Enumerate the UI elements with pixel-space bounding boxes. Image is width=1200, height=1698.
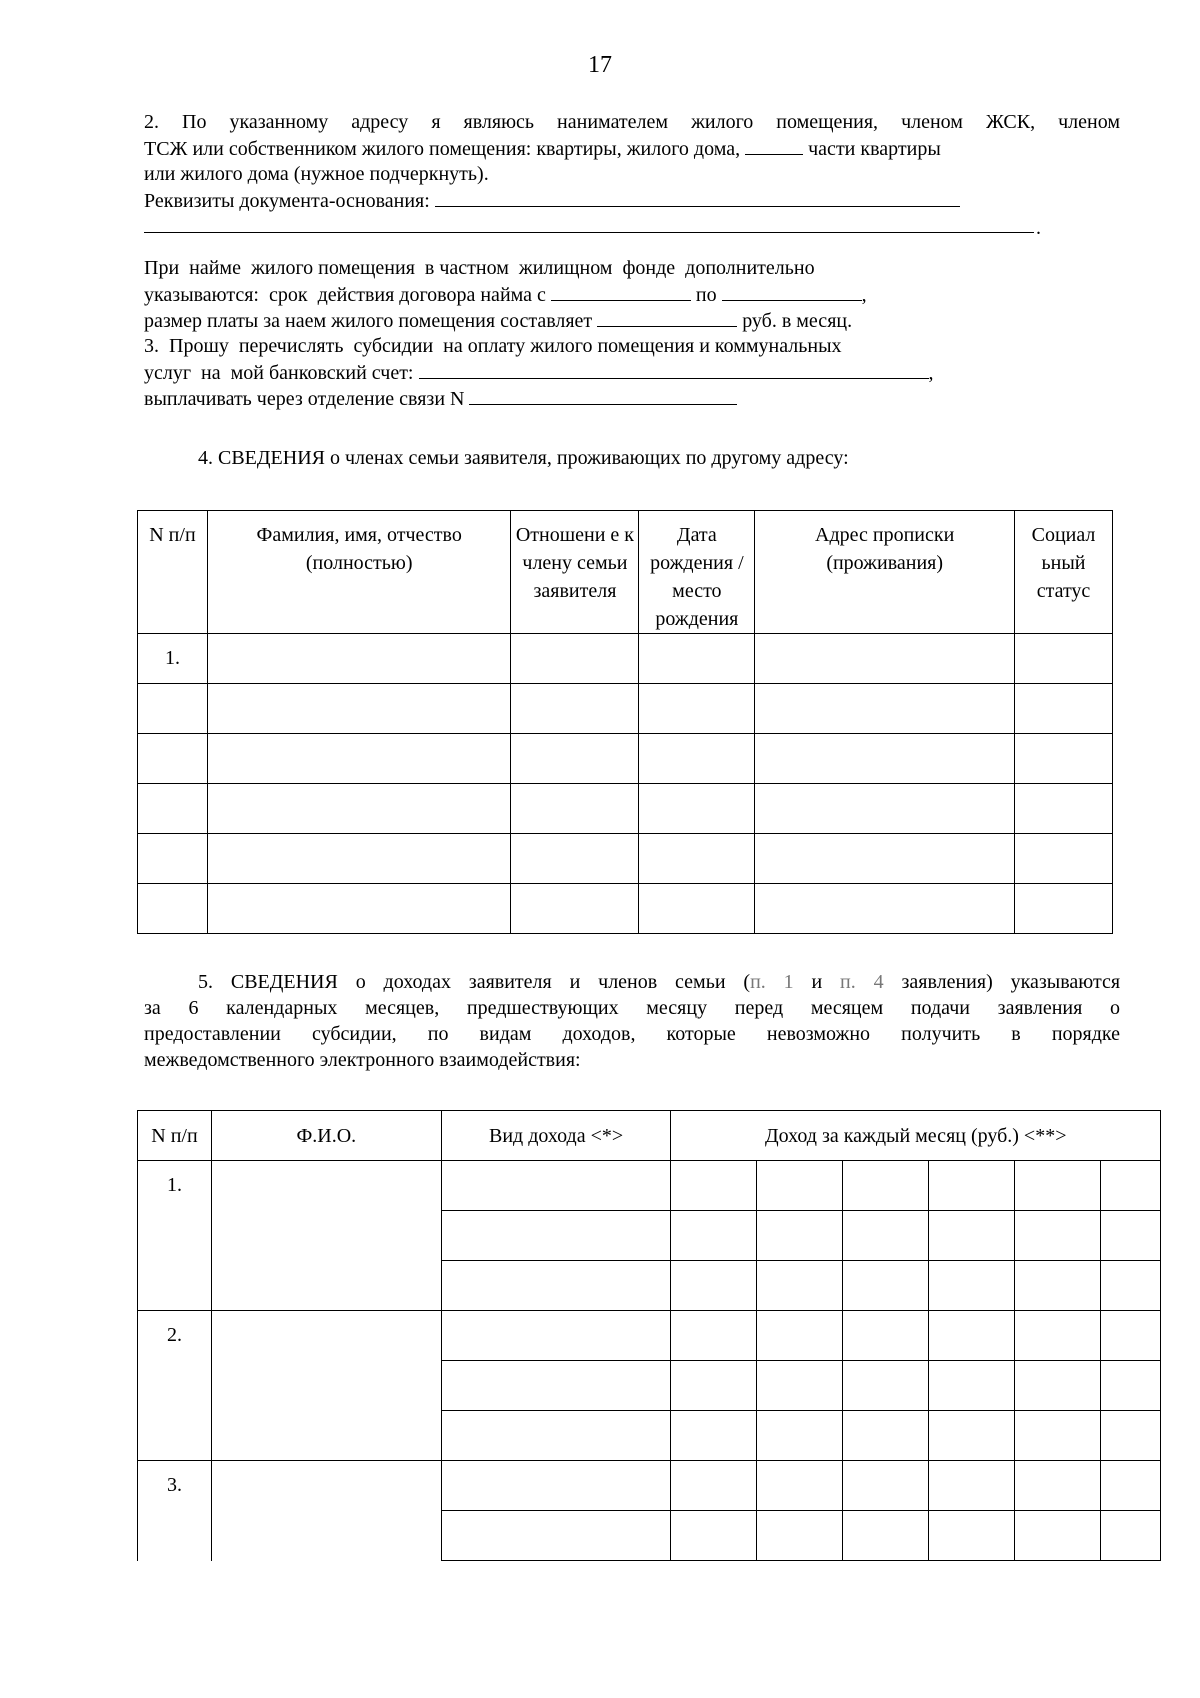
requisites-label: Реквизиты документа-основания:: [144, 190, 430, 212]
address-cell[interactable]: [755, 884, 1015, 934]
birth-cell[interactable]: [639, 684, 755, 734]
income-type-cell[interactable]: [441, 1361, 671, 1411]
section4-rest: о членах семьи заявителя, проживающих по другому адресу:: [324, 447, 849, 469]
contract-to-label: по: [695, 284, 717, 306]
income-type-cell[interactable]: [441, 1211, 671, 1261]
income-type-cell[interactable]: [441, 1161, 671, 1211]
bank-account-comma: ,: [928, 362, 934, 384]
month-cell[interactable]: [671, 1311, 757, 1361]
status-cell[interactable]: [1015, 884, 1113, 934]
section2-line2-text-end: части квартиры: [808, 138, 941, 160]
section2-line2: [144, 134, 941, 163]
row-number: [138, 684, 208, 734]
table-row: [138, 684, 1113, 734]
row-number: [138, 884, 208, 934]
month-cell[interactable]: [929, 1361, 1015, 1411]
bank-account-blank[interactable]: [419, 358, 929, 379]
section3-line1: 3. Прошу перечислять субсидии на оплату жилого помещения и коммунальных: [144, 335, 842, 357]
section5-line3: предоставлении субсидии, по видам доходов, которые невозможно получить в порядке: [144, 1023, 1120, 1045]
month-cell[interactable]: [671, 1161, 757, 1211]
month-cell[interactable]: [757, 1261, 843, 1311]
family-table-header: [138, 511, 1113, 634]
section5-line2: за 6 календарных месяцев, предшествующих месяцу перед месяцем подачи заявления о: [144, 997, 1120, 1019]
table-row: [138, 1311, 1161, 1361]
column-header: N п/п: [138, 1111, 212, 1161]
month-cell[interactable]: [1101, 1311, 1161, 1361]
month-cell[interactable]: [1101, 1411, 1161, 1461]
address-cell[interactable]: [755, 784, 1015, 834]
private-fund-line1: При найме жилого помещения в частном жилищном фонде дополнительно: [144, 257, 815, 279]
section2-line2-text: ТСЖ или собственником жилого помещения: квартиры, жилого дома,: [144, 138, 741, 160]
section4-prefix: 4.: [198, 447, 218, 469]
month-cell[interactable]: [671, 1261, 757, 1311]
requisites-blank[interactable]: [435, 186, 960, 207]
birth-cell[interactable]: [639, 834, 755, 884]
month-cell[interactable]: [929, 1311, 1015, 1361]
status-cell[interactable]: [1015, 784, 1113, 834]
contract-comma: ,: [861, 284, 867, 306]
section5-text: о доходах заявителя и членов семьи (: [337, 971, 751, 993]
status-cell[interactable]: [1015, 734, 1113, 784]
fio-cell[interactable]: [207, 684, 511, 734]
month-cell[interactable]: [1015, 1411, 1101, 1461]
month-cell[interactable]: [843, 1461, 929, 1511]
month-cell[interactable]: [929, 1211, 1015, 1261]
family-members-table: [137, 510, 1113, 934]
requisites-end-dot: .: [1036, 217, 1041, 239]
rent-amount-blank[interactable]: [597, 306, 737, 327]
month-cell[interactable]: [757, 1511, 843, 1561]
entry-number: 1.: [138, 1161, 212, 1311]
income-type-cell[interactable]: [441, 1311, 671, 1361]
income-type-cell[interactable]: [441, 1261, 671, 1311]
relation-cell[interactable]: [511, 784, 639, 834]
month-cell[interactable]: [1015, 1311, 1101, 1361]
row-number: [138, 784, 208, 834]
section3-line2: [144, 358, 934, 387]
birth-cell[interactable]: [639, 734, 755, 784]
section5-line1: [144, 968, 1120, 996]
relation-cell[interactable]: [511, 834, 639, 884]
month-cell[interactable]: [843, 1311, 929, 1361]
fio-cell[interactable]: [207, 834, 511, 884]
month-cell[interactable]: [1101, 1161, 1161, 1211]
month-cell[interactable]: [1015, 1511, 1101, 1561]
section2-line1: 2. По указанному адресу я являюсь нанимателем жилого помещения, членом ЖСК, членом: [144, 111, 1120, 133]
income-type-cell[interactable]: [441, 1461, 671, 1511]
month-cell[interactable]: [929, 1461, 1015, 1511]
fio-cell[interactable]: [207, 784, 511, 834]
section5-prefix: 5.: [198, 971, 231, 993]
contract-to-blank[interactable]: [722, 280, 862, 301]
post-office-label: выплачивать через отделение связи N: [144, 388, 465, 410]
fio-cell[interactable]: [207, 634, 511, 684]
address-cell[interactable]: [755, 734, 1015, 784]
section4-title: [198, 444, 849, 472]
page-number: 17: [588, 52, 612, 78]
relation-cell[interactable]: [511, 884, 639, 934]
ref-link-4[interactable]: п. 4: [840, 971, 884, 993]
ref-link-1[interactable]: п. 1: [750, 971, 794, 993]
table-row: [138, 734, 1113, 784]
fio-cell[interactable]: [211, 1461, 441, 1561]
private-fund-line2: [144, 280, 867, 309]
entry-number: 2.: [138, 1311, 212, 1461]
month-cell[interactable]: [671, 1511, 757, 1561]
month-cell[interactable]: [843, 1361, 929, 1411]
month-cell[interactable]: [1101, 1361, 1161, 1411]
address-cell[interactable]: [755, 834, 1015, 884]
column-header: Ф.И.О.: [211, 1111, 441, 1161]
bank-account-label: услуг на мой банковский счет:: [144, 362, 414, 384]
month-cell[interactable]: [929, 1511, 1015, 1561]
table-row: [138, 884, 1113, 934]
month-cell[interactable]: [757, 1461, 843, 1511]
birth-cell[interactable]: [639, 884, 755, 934]
month-cell[interactable]: [929, 1261, 1015, 1311]
income-table: [137, 1110, 1161, 1561]
post-office-blank[interactable]: [469, 384, 737, 405]
month-cell[interactable]: [757, 1161, 843, 1211]
month-cell[interactable]: [1015, 1161, 1101, 1211]
section5-and: и: [793, 971, 841, 993]
month-cell[interactable]: [757, 1411, 843, 1461]
month-cell[interactable]: [929, 1161, 1015, 1211]
section5-line4: межведомственного электронного взаимодействия:: [144, 1049, 581, 1071]
month-cell[interactable]: [671, 1361, 757, 1411]
table-row: [138, 1461, 1161, 1511]
section2-line3: или жилого дома (нужное подчеркнуть).: [144, 163, 489, 185]
section4-bold: СВЕДЕНИЯ: [218, 447, 325, 469]
column-header: Отношени е к члену семьи заявителя: [511, 511, 639, 634]
month-cell[interactable]: [929, 1411, 1015, 1461]
month-cell[interactable]: [757, 1211, 843, 1261]
income-type-cell[interactable]: [441, 1511, 671, 1561]
month-cell[interactable]: [1015, 1461, 1101, 1511]
column-header: Фамилия, имя, отчество (полностью): [207, 511, 511, 634]
entry-number: 3.: [138, 1461, 212, 1561]
contract-term-label: указываются: срок действия договора найма с: [144, 284, 546, 306]
table-row: [138, 784, 1113, 834]
table-row: [138, 634, 1113, 684]
fio-cell[interactable]: [207, 884, 511, 934]
address-cell[interactable]: [755, 634, 1015, 684]
month-cell[interactable]: [1015, 1211, 1101, 1261]
relation-cell[interactable]: [511, 734, 639, 784]
month-cell[interactable]: [843, 1161, 929, 1211]
requisites-line: [144, 186, 960, 215]
fio-cell[interactable]: [207, 734, 511, 784]
row-number: 1.: [138, 634, 208, 684]
fio-cell[interactable]: [211, 1311, 441, 1461]
month-cell[interactable]: [1101, 1461, 1161, 1511]
relation-cell[interactable]: [511, 684, 639, 734]
month-cell[interactable]: [671, 1461, 757, 1511]
column-header: Адрес прописки (проживания): [755, 511, 1015, 634]
relation-cell[interactable]: [511, 634, 639, 684]
month-cell[interactable]: [843, 1511, 929, 1561]
birth-cell[interactable]: [639, 784, 755, 834]
month-cell[interactable]: [757, 1361, 843, 1411]
section5-text-end: заявления) указываются: [883, 971, 1121, 993]
status-cell[interactable]: [1015, 834, 1113, 884]
rent-unit: руб. в месяц.: [742, 310, 853, 332]
month-cell[interactable]: [671, 1411, 757, 1461]
table-row: [138, 1161, 1161, 1211]
month-cell[interactable]: [1101, 1261, 1161, 1311]
month-cell[interactable]: [843, 1411, 929, 1461]
month-cell[interactable]: [843, 1261, 929, 1311]
income-table-header: [138, 1111, 1161, 1161]
column-header: N п/п: [138, 511, 208, 634]
row-number: [138, 834, 208, 884]
fio-cell[interactable]: [211, 1161, 441, 1311]
birth-cell[interactable]: [639, 634, 755, 684]
month-cell[interactable]: [671, 1211, 757, 1261]
column-header: Вид дохода <*>: [441, 1111, 671, 1161]
month-cell[interactable]: [757, 1311, 843, 1361]
share-blank[interactable]: [745, 134, 803, 155]
row-number: [138, 734, 208, 784]
income-type-cell[interactable]: [441, 1411, 671, 1461]
month-cell[interactable]: [1015, 1261, 1101, 1311]
status-cell[interactable]: [1015, 684, 1113, 734]
month-cell[interactable]: [1101, 1211, 1161, 1261]
month-cell[interactable]: [843, 1211, 929, 1261]
column-header: Доход за каждый месяц (руб.) <**>: [671, 1111, 1161, 1161]
section5-bold: СВЕДЕНИЯ: [230, 971, 338, 993]
column-header: Социал ьный статус: [1015, 511, 1113, 634]
requisites-blank-2[interactable]: [144, 232, 1034, 233]
column-header: Дата рождения /место рождения: [639, 511, 755, 634]
section3-line3: [144, 384, 737, 413]
month-cell[interactable]: [1015, 1361, 1101, 1411]
table-row: [138, 834, 1113, 884]
contract-from-blank[interactable]: [551, 280, 691, 301]
private-fund-line3: [144, 306, 852, 335]
month-cell[interactable]: [1101, 1511, 1161, 1561]
address-cell[interactable]: [755, 684, 1015, 734]
rent-label: размер платы за наем жилого помещения составляет: [144, 310, 593, 332]
status-cell[interactable]: [1015, 634, 1113, 684]
